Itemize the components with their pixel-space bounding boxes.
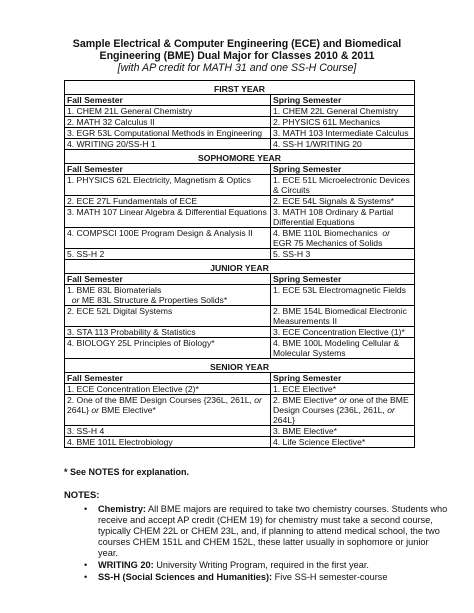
list-item: • SS-H (Social Sciences and Humanities): Five SS-H semester-course — [98, 572, 450, 583]
table-row: 3. SS-H 4 3. BME Elective* — [65, 426, 415, 437]
year-header-senior: SENIOR YEAR — [65, 359, 415, 373]
course-plan-table — [64, 80, 415, 448]
fall-semester-label: Fall Semester — [65, 274, 271, 285]
list-item: • WRITING 20: University Writing Program, required in the first year. — [98, 560, 450, 571]
footnote: * See NOTES for explanation. — [64, 467, 190, 477]
fall-semester-label: Fall Semester — [65, 164, 271, 175]
fall-semester-label: Fall Semester — [65, 95, 271, 106]
table-row: 3. EGR 53L Computational Methods in Engineering 3. MATH 103 Intermediate Calculus — [65, 128, 415, 139]
table-row: 2. MATH 32 Calculus II 2. PHYSICS 61L Mechanics — [65, 117, 415, 128]
notes-list — [64, 504, 450, 584]
list-item: • Chemistry: All BME majors are required to take two chemistry courses. Students who receive and accept AP credit (CHEM 19) for chemistry must take a second course, typically CHEM 22L or CHEM 23L, and, if planning to attend medical school, the two courses CHEM 151L and CHEM 152L, these latter usually in sophomore or junior year. — [98, 504, 450, 559]
table-row: 1. PHYSICS 62L Electricity, Magnetism & Optics 1. ECE 51L Microelectronic Devices & Circuits — [65, 175, 415, 196]
year-header-junior: JUNIOR YEAR — [65, 260, 415, 274]
spring-semester-label: Spring Semester — [271, 373, 415, 384]
bme-design-courses-text: one of the BME Design Courses {236L, 261L, or 264L} — [273, 395, 409, 425]
title-line-3: [with AP credit for MATH 31 and one SS-H Course] — [117, 62, 357, 74]
table-row: 1. ECE Concentration Elective (2)* 1. ECE Elective* — [65, 384, 415, 395]
table-row: 5. SS-H 2 5. SS-H 3 — [65, 249, 415, 260]
semester-header-row — [65, 373, 415, 384]
year-header-sophomore: SOPHOMORE YEAR — [65, 150, 415, 164]
table-row: 1. BME 83L Biomaterials or ME 83L Structure & Properties Solids* 1. ECE 53L Electromagnetic Fields — [65, 285, 415, 306]
title-line-1: Sample Electrical & Computer Engineering (ECE) and Biomedical — [72, 38, 402, 50]
spring-semester-label: Spring Semester — [271, 95, 415, 106]
document-title — [0, 38, 474, 74]
semester-header-row — [65, 95, 415, 106]
fall-semester-label: Fall Semester — [65, 373, 271, 384]
table-row: 2. ECE 52L Digital Systems 2. BME 154L Biomedical Electronic Measurements II — [65, 306, 415, 327]
year-header-first: FIRST YEAR — [65, 81, 415, 95]
table-row: 3. MATH 107 Linear Algebra & Differential Equations 3. MATH 108 Ordinary & Partial Differential Equations — [65, 207, 415, 228]
spring-semester-label: Spring Semester — [271, 274, 415, 285]
table-row: 3. STA 113 Probability & Statistics 3. ECE Concentration Elective (1)* — [65, 327, 415, 338]
table-row: 2. ECE 27L Fundamentals of ECE 2. ECE 54L Signals & Systems* — [65, 196, 415, 207]
table-row: 4. BIOLOGY 25L Principles of Biology* 4. BME 100L Modeling Cellular & Molecular Systems — [65, 338, 415, 359]
semester-header-row — [65, 164, 415, 175]
spring-semester-label: Spring Semester — [271, 164, 415, 175]
table-row: 2. One of the BME Design Courses {236L, 261L, or 264L} or BME Elective* 2. BME Elective* or one of the BME Design Courses {236L, 261L, or 264L} — [65, 395, 415, 426]
semester-header-row — [65, 274, 415, 285]
table-row: 1. CHEM 21L General Chemistry 1. CHEM 22L General Chemistry — [65, 106, 415, 117]
title-line-2: Engineering (BME) Dual Major for Classes 2010 & 2011 — [99, 50, 375, 62]
table-row: 4. BME 101L Electrobiology 4. Life Science Elective* — [65, 437, 415, 448]
notes-heading: NOTES: — [64, 489, 100, 500]
table-row: 4. COMPSCI 100E Program Design & Analysis II 4. BME 110L Biomechanics or EGR 75 Mechanics of Solids — [65, 228, 415, 249]
table-row: 4. WRITING 20/SS-H 1 4. SS-H 1/WRITING 20 — [65, 139, 415, 150]
